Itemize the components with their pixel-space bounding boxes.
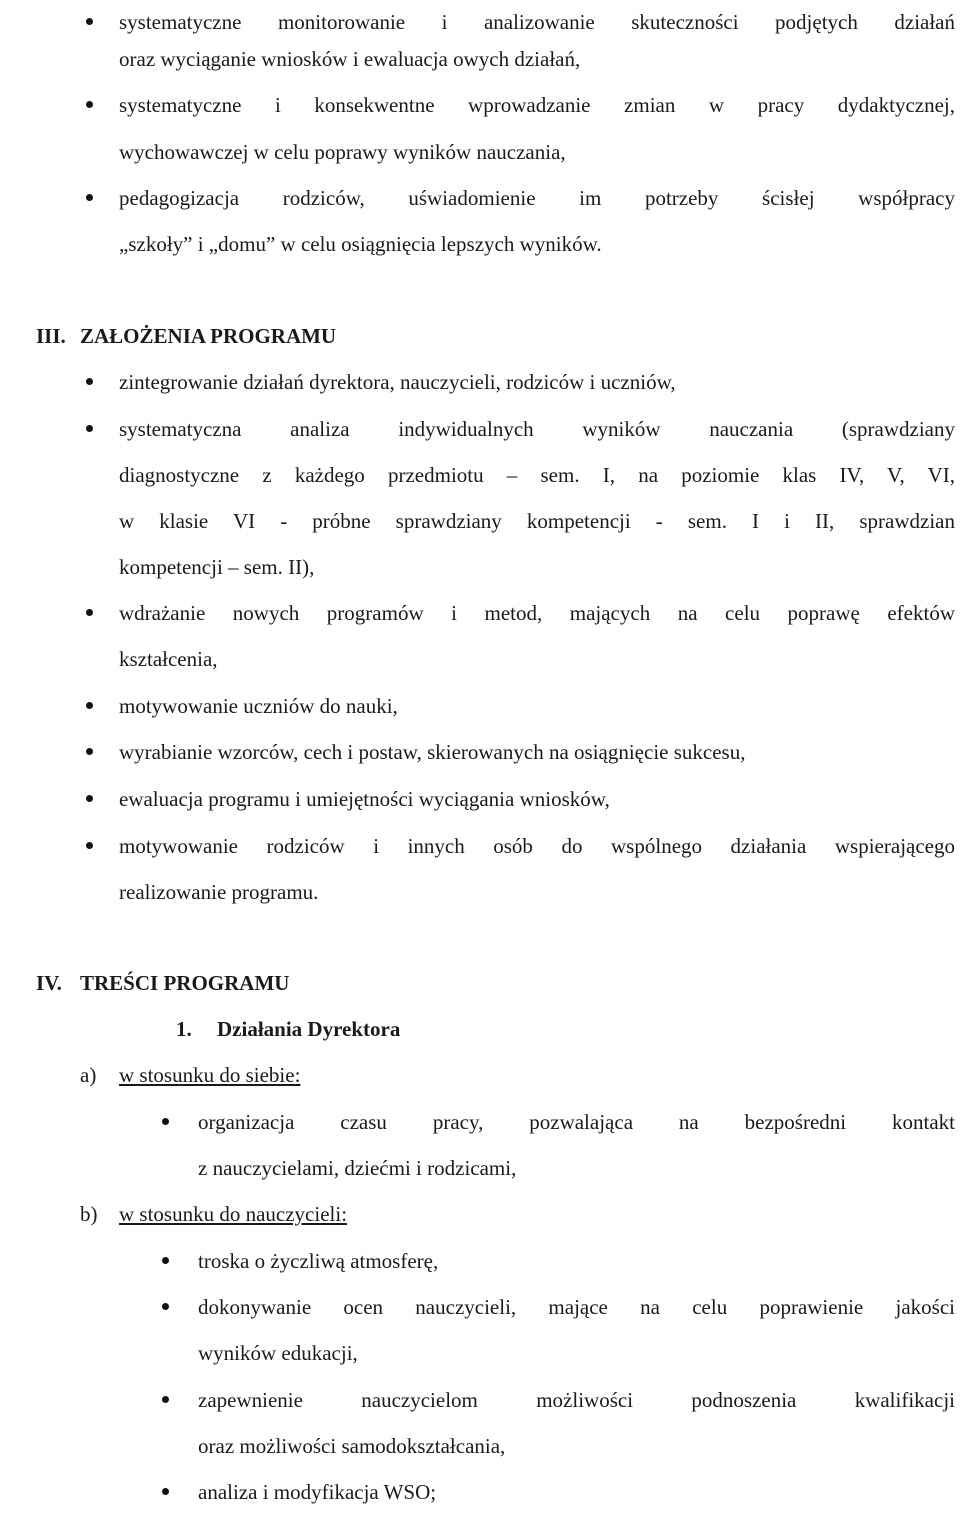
- list-item-continuation: z nauczycielami, dziećmi i rodzicami,: [198, 1156, 517, 1180]
- bullet-icon: [86, 609, 93, 616]
- list-item: ewaluacja programu i umiejętności wyciągania wniosków,: [0, 777, 960, 823]
- list-item: motywowanie rodziców i innych osób do wspólnego działania wspierającego: [0, 824, 960, 870]
- list-item: troska o życzliwą atmosferę,: [0, 1239, 960, 1285]
- bullet-icon: [162, 1488, 169, 1495]
- list-item: dokonywanie ocen nauczycieli, mające na celu poprawienie jakości: [0, 1285, 960, 1331]
- bullet-icon: [86, 18, 93, 25]
- list-item: zintegrowanie działań dyrektora, nauczycieli, rodziców i uczniów,: [0, 360, 960, 406]
- list-item-continuation: w klasie VI - próbne sprawdziany kompetencji - sem. I i II, sprawdzian: [119, 509, 955, 533]
- list-item-continuation: oraz wyciąganie wniosków i ewaluacja owych działań,: [119, 47, 581, 71]
- list-item-continuation: realizowanie programu.: [119, 880, 319, 904]
- subsection-title: Działania Dyrektora: [217, 1017, 401, 1041]
- bullet-icon: [86, 425, 93, 432]
- bullet-icon: [86, 101, 93, 108]
- list-item: organizacja czasu pracy, pozwalająca na bezpośredni kontakt: [0, 1100, 960, 1146]
- list-item-continuation: oraz możliwości samodokształcania,: [198, 1434, 506, 1458]
- section-heading: [0, 314, 960, 360]
- bullet-icon: [86, 795, 93, 802]
- group-label: [0, 1192, 960, 1238]
- list-item-continuation: „szkoły” i „domu” w celu osiągnięcia lepszych wyników.: [119, 232, 602, 256]
- list-item: analiza i modyfikacja WSO;: [0, 1470, 960, 1516]
- list-item: zapewnienie nauczycielom możliwości podnoszenia kwalifikacji: [0, 1378, 960, 1424]
- list-item: systematyczne i konsekwentne wprowadzanie zmian w pracy dydaktycznej,: [0, 83, 960, 129]
- list-item: wdrażanie nowych programów i metod, mających na celu poprawę efektów: [0, 591, 960, 637]
- bullet-icon: [162, 1118, 169, 1125]
- bullet-icon: [162, 1257, 169, 1264]
- bullet-icon: [162, 1396, 169, 1403]
- list-item: systematyczna analiza indywidualnych wyników nauczania (sprawdziany: [0, 407, 960, 453]
- bullet-icon: [86, 194, 93, 201]
- bullet-icon: [86, 842, 93, 849]
- section-title: TREŚCI PROGRAMU: [80, 971, 290, 995]
- list-item: motywowanie uczniów do nauki,: [0, 684, 960, 730]
- bullet-icon: [86, 378, 93, 385]
- list-item-continuation: wyników edukacji,: [198, 1341, 358, 1365]
- section-heading: [0, 961, 960, 1007]
- bullet-icon: [162, 1303, 169, 1310]
- section-title: ZAŁOŻENIA PROGRAMU: [80, 324, 337, 348]
- list-item-continuation: diagnostyczne z każdego przedmiotu – sem. I, na poziomie klas IV, V, VI,: [119, 463, 955, 487]
- list-item-continuation: wychowawczej w celu poprawy wyników nauczania,: [119, 140, 566, 164]
- list-item-continuation: kompetencji – sem. II),: [119, 555, 315, 579]
- section-number: III.: [36, 324, 66, 348]
- section-number: IV.: [36, 971, 62, 995]
- bullet-icon: [86, 702, 93, 709]
- group-label: [0, 1053, 960, 1099]
- group-letter: b): [80, 1202, 98, 1226]
- subsection-heading: [0, 1007, 960, 1053]
- bullet-icon: [86, 748, 93, 755]
- list-item-continuation: kształcenia,: [119, 647, 218, 671]
- group-title: w stosunku do nauczycieli:: [119, 1202, 348, 1226]
- subsection-number: 1.: [176, 1017, 192, 1041]
- list-item: systematyczne monitorowanie i analizowanie skuteczności podjętych działań: [0, 0, 960, 46]
- list-item: pedagogizacja rodziców, uświadomienie im potrzeby ścisłej współpracy: [0, 176, 960, 222]
- group-title: w stosunku do siebie:: [119, 1063, 301, 1087]
- list-item: wyrabianie wzorców, cech i postaw, skierowanych na osiągnięcie sukcesu,: [0, 730, 960, 776]
- group-letter: a): [80, 1063, 97, 1087]
